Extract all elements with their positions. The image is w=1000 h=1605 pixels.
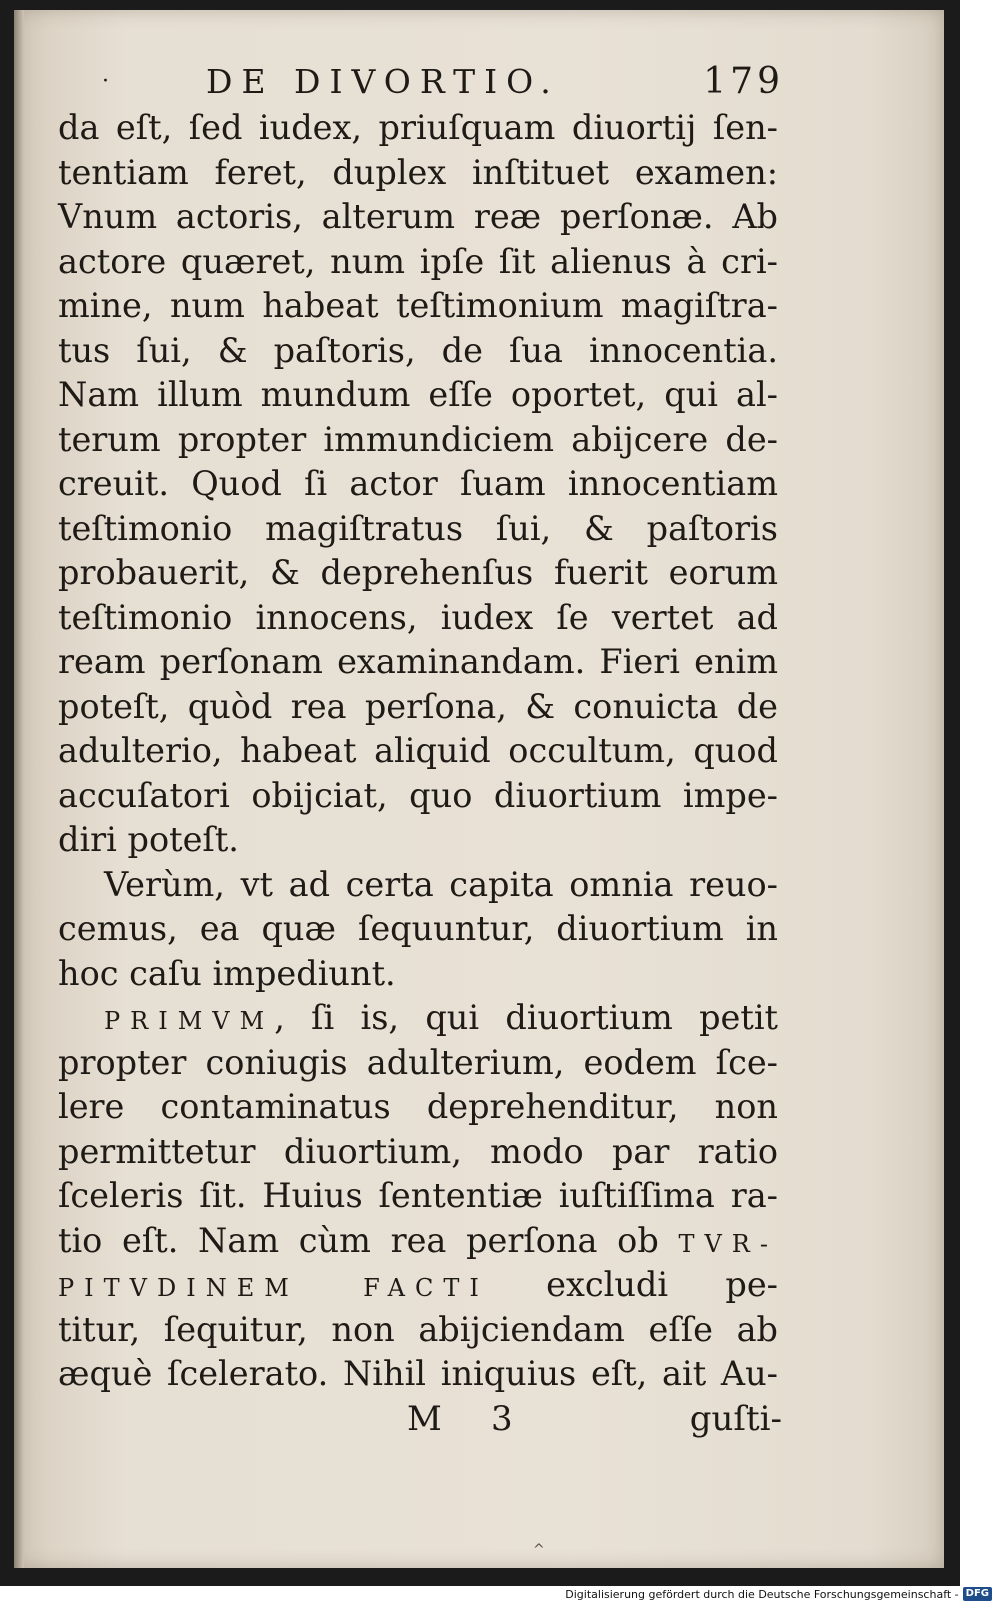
text-line: accuſatori obijciat, quo diuortium impe- (58, 775, 778, 815)
text-line: creuit. Quod ſi actor ſuam innocentiam (58, 464, 778, 503)
signature-number: 3 (491, 1398, 513, 1439)
paragraph-3-line: ſceleris ſit. Huius ſententiæ iuſtiſſima ra- (58, 1176, 778, 1215)
text-line: teſtimonio magiſtratus ſui, & paſtoris (58, 508, 778, 548)
dfg-logo[interactable]: DFG (963, 1587, 992, 1601)
text-line: Vnum actoris, alterum reæ perſonæ. Ab (58, 197, 778, 236)
text-line: teſtimonio innocens, iudex ſe vertet ad (58, 597, 778, 637)
text-line: da eſt, ſed iudex, priuſquam diuortij ſen- (58, 108, 778, 147)
digitization-footer (565, 1586, 992, 1602)
small-caps-primum: PRIMVM (104, 1007, 275, 1035)
text-line: tus ſui, & paſtoris, de ſua innocentia. (58, 330, 778, 370)
body-text (58, 106, 778, 1397)
paragraph-2-line: cemus, ea quæ ſequuntur, diuortium in (58, 909, 778, 948)
book-page (14, 10, 944, 1568)
paragraph-3-line-rest: , ſi is, qui diuortium petit (274, 998, 778, 1037)
page-bottom-mark: ^ (533, 1542, 545, 1558)
running-head (58, 60, 784, 104)
footer-credit-text: Digitalisierung gefördert durch die Deutsche Forschungsgemeinschaft - (565, 1587, 959, 1601)
small-caps-pitudinem-facti: PITVDINEM FACTI (58, 1274, 489, 1302)
paragraph-3-line (58, 1219, 778, 1264)
running-head-dot: · (102, 69, 118, 94)
text-line: Nam illum mundum eſſe oportet, qui al- (58, 375, 778, 414)
text-line: mine, num habeat teſtimonium magiſtra- (58, 286, 778, 325)
text-line: tentiam feret, duplex inſtituet examen: (58, 152, 778, 192)
running-head-title: DE DIVORTIO. (206, 62, 560, 101)
paragraph-3-line: lere contaminatus deprehenditur, non (58, 1087, 778, 1126)
text-line: terum propter immundiciem abijcere de- (58, 419, 778, 459)
paragraph-2-line: Verùm, vt ad certa capita omnia reuo- (104, 864, 778, 904)
catchword: guſti- (689, 1398, 782, 1439)
paragraph-3-line: titur, ſequitur, non abijciendam eſſe ab (58, 1309, 778, 1349)
text-block (58, 60, 784, 1441)
text-line: diri poteſt. (58, 820, 239, 859)
text-line: ream perſonam examinandam. Fieri enim (58, 642, 778, 681)
page-number: 179 (703, 61, 784, 102)
line-text: excludi pe- (488, 1265, 778, 1304)
small-caps-tur: TVR- (678, 1229, 778, 1258)
text-line: adulterio, habeat aliquid occultum, quod (58, 731, 778, 770)
text-line: actore quæret, num ipſe ſit alienus à cri- (58, 241, 778, 281)
paragraph-2-line: hoc caſu impediunt. (58, 953, 396, 993)
catchline (58, 1397, 782, 1441)
paragraph-3-line (58, 1263, 778, 1308)
signature-mark: M (407, 1398, 442, 1439)
paragraph-3-line: propter coniugis adulterium, eodem ſce- (58, 1042, 778, 1082)
text-line: poteſt, quòd rea perſona, & conuicta de (58, 686, 778, 726)
paragraph-3-line: permittetur diuortium, modo par ratio (58, 1131, 778, 1171)
paragraph-3-line: æquè ſcelerato. Nihil iniquius eſt, ait Au- (58, 1354, 778, 1393)
line-text: tio eſt. Nam cùm rea perſona ob (58, 1220, 659, 1260)
text-line: probauerit, & deprehenſus fuerit eorum (58, 553, 778, 592)
paragraph-3-first-line (58, 996, 778, 1041)
